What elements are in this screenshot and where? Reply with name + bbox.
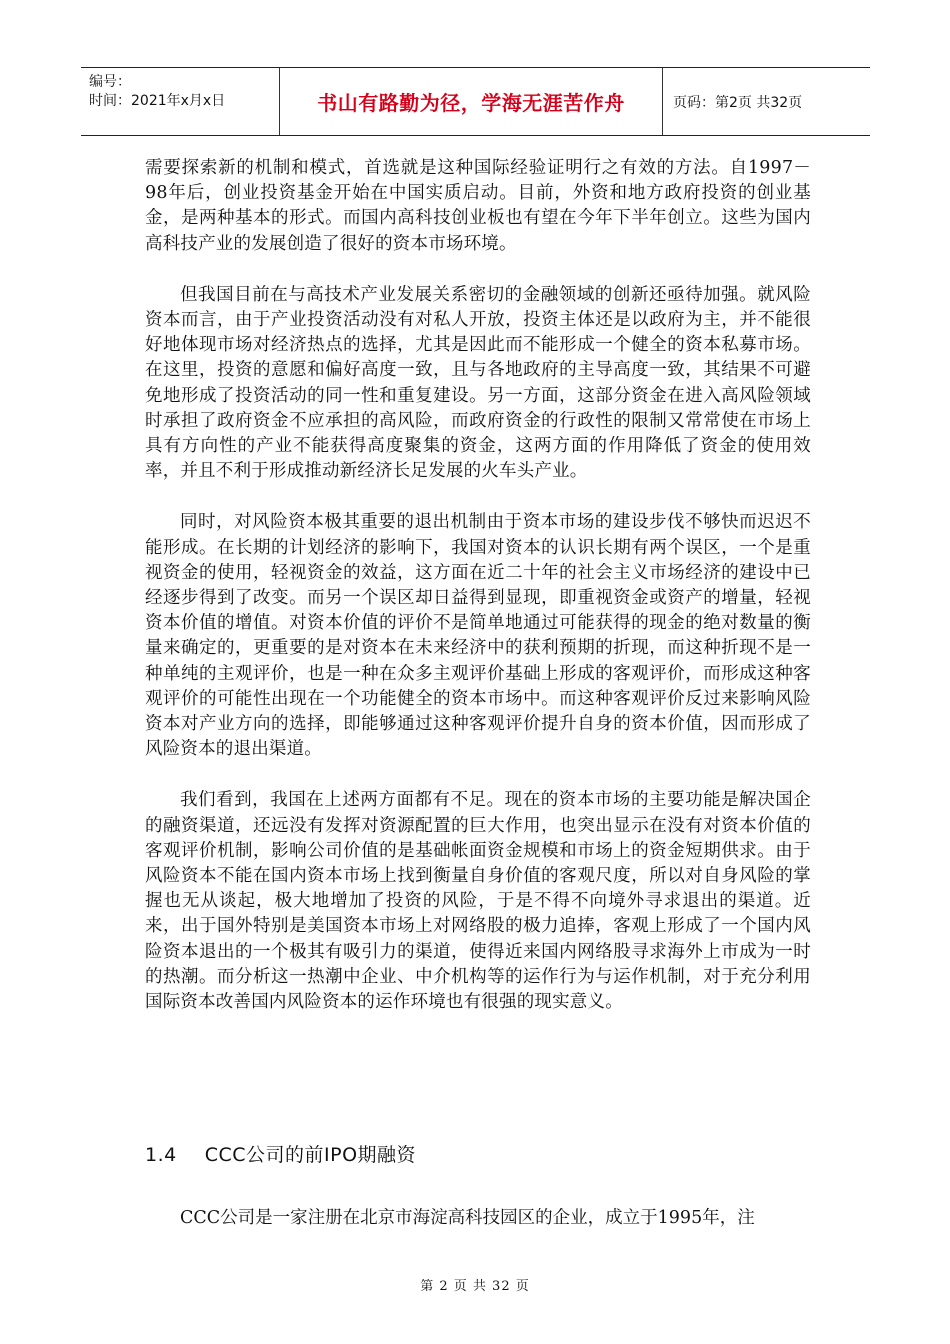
section-number: 1.4 <box>145 1144 177 1166</box>
document-number-label: 编号： <box>89 74 131 90</box>
document-date: 时间：2021年x月x日 <box>89 93 226 109</box>
paragraph-5: CCC公司是一家注册在北京市海淀高科技园区的企业，成立于1995年，注 <box>180 1208 755 1228</box>
page-footer: 第 2 页 共 32 页 <box>420 1279 530 1294</box>
body-text <box>145 156 811 1015</box>
header-page-info: 页码：第2页 共32页 <box>673 94 803 111</box>
page-header <box>81 67 870 136</box>
paragraph-3: 同时，对风险资本极其重要的退出机制由于资本市场的建设步伐不够快而迟迟不能形成。在长期的计划经济的影响下，我国对资本的认识长期有两个误区，一个是重视资金的使用，轻视资金的效益，这方面在近二十年的社会主义市场经济的建设中已经逐步得到了改变。而另一个误区却日益得到显现，即重视资金或资产的增量，轻视资本价值的增值。对资本价值的评价不是简单地通过可能获得的现金的绝对数量的衡量来确定的，更重要的是对资本在未来经济中的获利预期的折现，而这种折现不是一种单纯的主观评价，也是一种在众多主观评价基础上形成的客观评价，而形成这种客观评价的可能性出现在一个功能健全的资本市场中。而这种客观评价反过来影响风险资本对产业方向的选择，即能够通过这种客观评价提升自身的资本价值，因而形成了风险资本的退出渠道。 <box>145 512 811 760</box>
section-heading <box>145 1140 416 1167</box>
header-meta-cell <box>81 68 280 135</box>
paragraph-4: 我们看到，我国在上述两方面都有不足。现在的资本市场的主要功能是解决国企的融资渠道，还远没有发挥对资源配置的巨大作用，也突出显示在没有对资本价值的客观评价机制，影响公司价值的是基础帐面资金规模和市场上的资金短期供求。由于风险资本不能在国内资本市场上找到衡量自身价值的客观尺度，所以对自身风险的掌握也无从谈起，极大地增加了投资的风险，于是不得不向境外寻求退出的渠道。近来，出于国外特别是美国资本市场上对网络股的极力追捧，客观上形成了一个国内风险资本退出的一个极其有吸引力的渠道，使得近来国内网络股寻求海外上市成为一时的热潮。而分析这一热潮中企业、中介机构等的运作行为与运作机制，对于充分利用国际资本改善国内风险资本的运作环境也有很强的现实意义。 <box>145 790 811 1013</box>
paragraph-1: 需要探索新的机制和模式，首选就是这种国际经验证明行之有效的方法。自1997－98年后，创业投资基金开始在中国实质启动。目前，外资和地方政府投资的创业基金，是两种基本的形式。而国内高科技创业板也有望在今年下半年创立。这些为国内高科技产业的发展创造了很好的资本市场环境。 <box>145 158 811 254</box>
section-title-text: CCC公司的前IPO期融资 <box>204 1144 417 1166</box>
header-motto: 书山有路勤为径，学海无涯苦作舟 <box>280 68 663 135</box>
paragraph-2: 但我国目前在与高技术产业发展关系密切的金融领域的创新还亟待加强。就风险资本而言，由于产业投资活动没有对私人开放，投资主体还是以政府为主，并不能很好地体现市场对经济热点的选择，尤其是因此而不能形成一个健全的资本私募市场。在这里，投资的意愿和偏好高度一致，且与各地政府的主导高度一致，其结果不可避免地形成了投资活动的同一性和重复建设。另一方面，这部分资金在进入高风险领域时承担了政府资金不应承担的高风险，而政府资金的行政性的限制又常常使在市场上具有方向性的产业不能获得高度聚集的资金，这两方面的作用降低了资金的使用效率，并且不利于形成推动新经济长足发展的火车头产业。 <box>145 284 811 482</box>
